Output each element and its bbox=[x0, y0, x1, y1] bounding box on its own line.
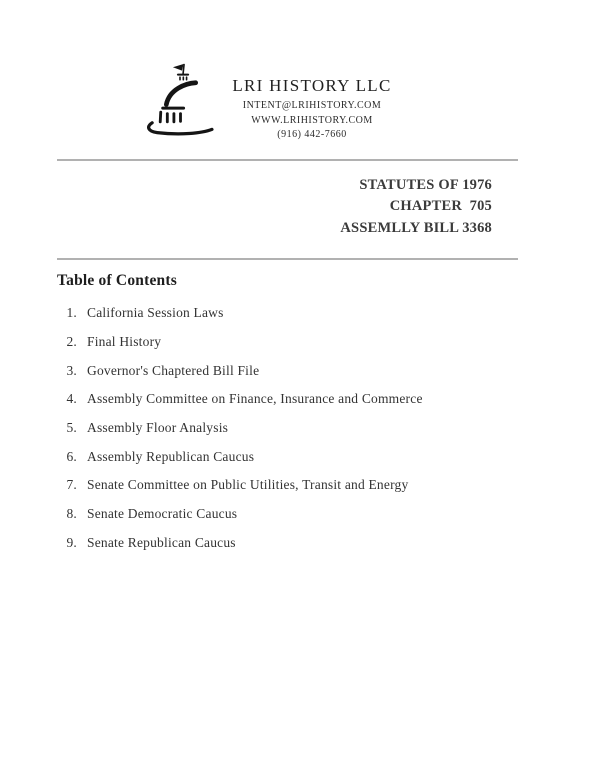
capitol-dome-logo bbox=[147, 63, 214, 138]
toc-item bbox=[57, 500, 527, 529]
toc-item-number: 6. bbox=[66, 448, 77, 464]
toc-item-label: California Session Laws bbox=[87, 305, 224, 321]
toc-item bbox=[57, 385, 527, 414]
toc-item-label: Assembly Republican Caucus bbox=[87, 448, 255, 464]
toc-item-label: Assembly Committee on Finance, Insurance and Commerce bbox=[87, 391, 423, 407]
toc-item-label: Senate Republican Caucus bbox=[87, 534, 236, 550]
toc-item-number: 5. bbox=[66, 420, 77, 436]
toc-item-number: 4. bbox=[66, 391, 77, 407]
toc-item-label: Assembly Floor Analysis bbox=[87, 420, 229, 436]
toc-item-number: 8. bbox=[66, 506, 77, 522]
toc-item-number: 7. bbox=[66, 477, 77, 493]
toc-list bbox=[57, 299, 527, 557]
toc-item-number: 3. bbox=[66, 362, 77, 378]
email-line: INTENT@LRIHISTORY.COM bbox=[242, 100, 382, 111]
toc-item bbox=[57, 356, 527, 385]
toc-item-label: Final History bbox=[87, 334, 162, 350]
reference-line-bill: ASSEMLLY BILL 3368 bbox=[340, 219, 492, 236]
toc-item-number: 1. bbox=[66, 305, 77, 321]
company-name: LRI HISTORY LLC bbox=[232, 76, 392, 95]
toc-item bbox=[57, 442, 527, 471]
toc-item bbox=[57, 328, 527, 357]
toc-item bbox=[57, 299, 527, 328]
toc-title: Table of Contents bbox=[57, 272, 177, 289]
divider-top bbox=[57, 159, 518, 161]
letterhead bbox=[212, 77, 412, 143]
phone-line: (916) 442-7660 bbox=[277, 129, 347, 141]
toc-item-number: 2. bbox=[66, 334, 77, 350]
toc-item bbox=[57, 414, 527, 443]
website-line: WWW.LRIHISTORY.COM bbox=[251, 114, 373, 126]
toc-item-label: Senate Democratic Caucus bbox=[87, 506, 238, 522]
divider-middle bbox=[57, 258, 518, 260]
reference-line-statutes: STATUTES OF 1976 bbox=[359, 177, 492, 193]
toc-item bbox=[57, 529, 527, 558]
toc-item-label: Senate Committee on Public Utilities, Transit and Energy bbox=[87, 477, 409, 493]
reference-line-chapter: CHAPTER 705 bbox=[389, 198, 492, 215]
toc-item bbox=[57, 471, 527, 500]
toc-item-label: Governor's Chaptered Bill File bbox=[87, 362, 260, 378]
toc-item-number: 9. bbox=[66, 534, 77, 550]
reference-block bbox=[340, 175, 492, 239]
